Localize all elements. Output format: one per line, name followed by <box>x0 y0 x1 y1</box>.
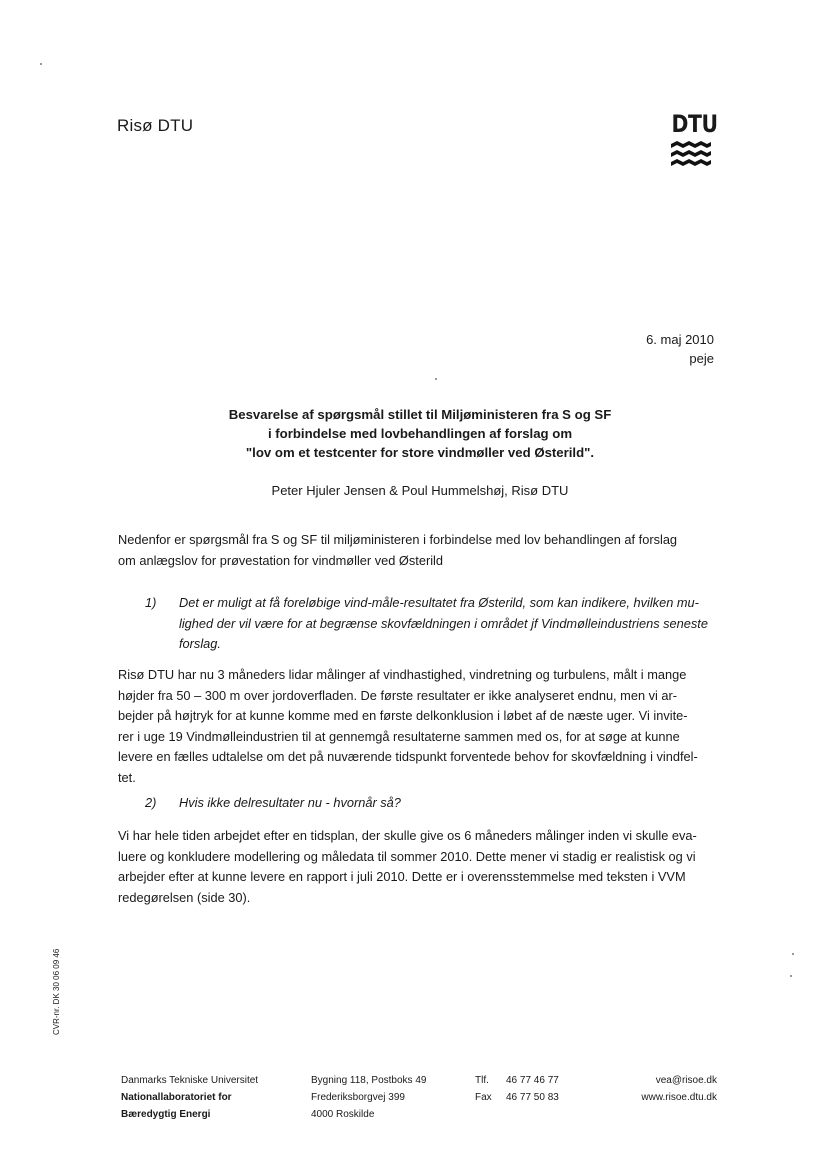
title-line: "lov om et testcenter for store vindmøller ved Østerild". <box>245 445 595 460</box>
text-line: Nedenfor er spørgsmål fra S og SF til miljøministeren i forbindelse med lov behandlingen af forslag <box>118 532 678 547</box>
title-line: i forbindelse med lovbehandlingen af forslag om <box>267 426 573 441</box>
question-number: 2) <box>145 795 157 810</box>
answer-2-paragraph <box>118 826 713 908</box>
dtu-logo-waves-icon <box>669 140 713 166</box>
text-line: tet. <box>118 769 136 785</box>
question-2 <box>145 793 715 814</box>
scan-speck <box>792 953 794 955</box>
answer-1-paragraph <box>118 665 713 788</box>
footer-line: Danmarks Tekniske Universitet <box>121 1075 259 1086</box>
footer-line: Nationallaboratoriet for <box>121 1092 232 1103</box>
scan-speck <box>40 63 42 65</box>
footer-phone-values <box>506 1072 559 1106</box>
footer-line: 4000 Roskilde <box>311 1109 375 1120</box>
question-1 <box>145 593 715 655</box>
text-line: om anlægslov for prøvestation for vindmøller ved Østerild <box>118 552 444 568</box>
text-line: rer i uge 19 Vindmølleindustrien til at gennemgå resultaterne sammen med os, for at søge at kunne <box>118 728 680 744</box>
date-block <box>646 330 714 368</box>
phone-number: 46 77 46 77 <box>506 1075 559 1086</box>
phone-label: Tlf. <box>475 1075 489 1086</box>
footer-institution <box>121 1072 258 1123</box>
text-line: Det er muligt at få foreløbige vind-måle-resultatet fra Østerild, som kan indikere, hvilken mu- <box>179 595 699 610</box>
letter-date: 6. maj 2010 <box>646 332 714 347</box>
authors-line: Peter Hjuler Jensen & Poul Hummelshøj, Risø DTU <box>271 483 569 498</box>
text-line: levere en fælles udtalelse om det på nuværende tidspunkt forventede behov for skovfældning i vindfel- <box>118 749 698 764</box>
org-name: Risø DTU <box>117 116 194 135</box>
text-line: luere og konkludere modellering og måledata til sommer 2010. Dette mener vi stadig er realistisk og vi <box>118 848 696 864</box>
text-line: redegørelsen (side 30). <box>118 889 251 905</box>
intro-paragraph <box>118 530 713 571</box>
text-line: Risø DTU har nu 3 måneders lidar målinger af vindhastighed, vindretning og turbulens, målt i mange <box>118 667 687 682</box>
question-number: 1) <box>145 595 157 610</box>
text-line: højder fra 50 – 300 m over jordoverfladen. De første resultater er ikke analyseret endnu, men vi ar- <box>118 687 678 703</box>
question-text: Hvis ikke delresultater nu - hvornår så? <box>179 795 401 810</box>
fax-number: 46 77 50 83 <box>506 1092 559 1103</box>
dtu-logo-text: DTU <box>671 110 718 138</box>
footer-line: Bæredygtig Energi <box>121 1109 211 1120</box>
footer-line: Frederiksborgvej 399 <box>311 1092 405 1103</box>
text-line: lighed der vil være for at begrænse skovfældningen i området jf Vindmølleindustriens seneste <box>179 615 708 631</box>
title-line: Besvarelse af spørgsmål stillet til Miljøministeren fra S og SF <box>228 407 612 422</box>
footer-address <box>311 1072 426 1123</box>
footer-line: Bygning 118, Postboks 49 <box>311 1075 427 1086</box>
cvr-number: CVR-nr. DK 30 06 09 46 <box>52 948 61 1035</box>
footer-email: vea@risoe.dk <box>655 1075 717 1086</box>
author-initials: peje <box>689 351 714 366</box>
footer-contact <box>641 1072 717 1106</box>
scan-speck <box>435 378 437 380</box>
text-line: arbejder efter at kunne levere en rapport i juli 2010. Dette er i overensstemmelse med teksten i VVM <box>118 869 686 884</box>
fax-label: Fax <box>475 1092 492 1103</box>
document-title <box>160 405 680 462</box>
dtu-logo <box>668 110 718 166</box>
text-line: forslag. <box>179 636 221 651</box>
text-line: bejder på højtryk for at kunne komme med en første delkonklusion i løbet af de næste uger. Vi invite- <box>118 708 688 723</box>
text-line: Vi har hele tiden arbejdet efter en tidsplan, der skulle give os 6 måneders målinger inden vi skulle eva- <box>118 828 697 843</box>
scan-speck <box>790 975 792 977</box>
footer-website: www.risoe.dtu.dk <box>641 1092 717 1103</box>
footer-phone-labels <box>475 1072 492 1106</box>
